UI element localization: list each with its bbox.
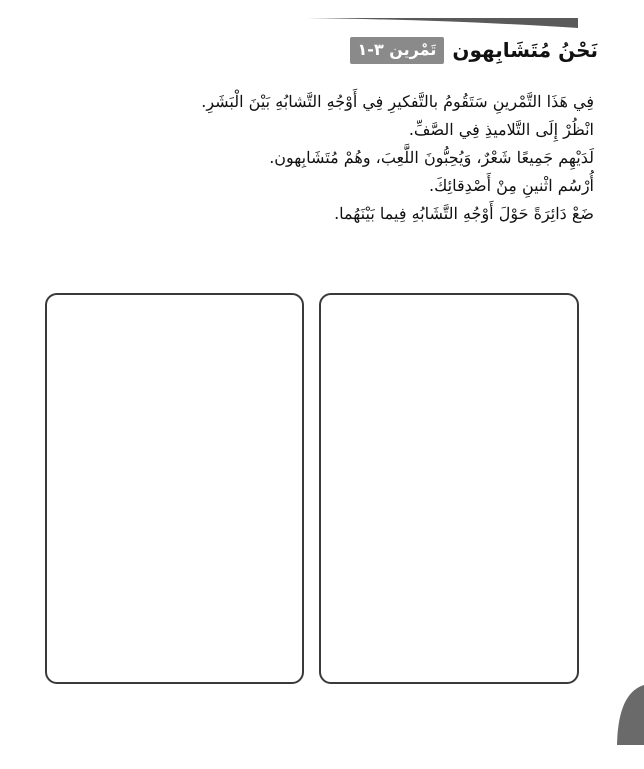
header-decorative-rule xyxy=(306,16,578,30)
instruction-line: انْظُرْ إِلَى التَّلاميذِ فِي الصَّفِّ. xyxy=(408,120,594,139)
exercise-title: نَحْنُ مُتَشَابِهون xyxy=(452,38,598,62)
exercise-number-badge: تَمْرين ٣-١ xyxy=(350,37,445,64)
instruction-line: ضَعْ دَائِرَةً حَوْلَ أَوْجُهِ التَّشَابُهِ فِيما بَيْنَهُما. xyxy=(334,204,594,223)
instruction-line: فِي هَذَا التَّمْرينِ سَتَقُومُ بالتَّفكيرِ فِي أَوْجُهِ التَّشابُهِ بَيْنَ الْبَشَرِ. xyxy=(201,92,594,111)
exercise-header xyxy=(350,35,598,65)
instruction-line: لَدَيْهِم جَمِيعًا شَعْرٌ، وَيُحِبُّونَ اللَّعِبَ، وهُمْ مُتَشَابِهون. xyxy=(269,148,594,167)
drawing-box-right[interactable] xyxy=(319,293,579,684)
drawing-box-left[interactable] xyxy=(45,293,304,684)
instructions xyxy=(34,88,594,228)
instruction-line: أُرْسُم اثْنينِ مِنْ أَصْدِقائِكَ. xyxy=(429,176,594,195)
page-corner-decoration xyxy=(614,685,644,745)
